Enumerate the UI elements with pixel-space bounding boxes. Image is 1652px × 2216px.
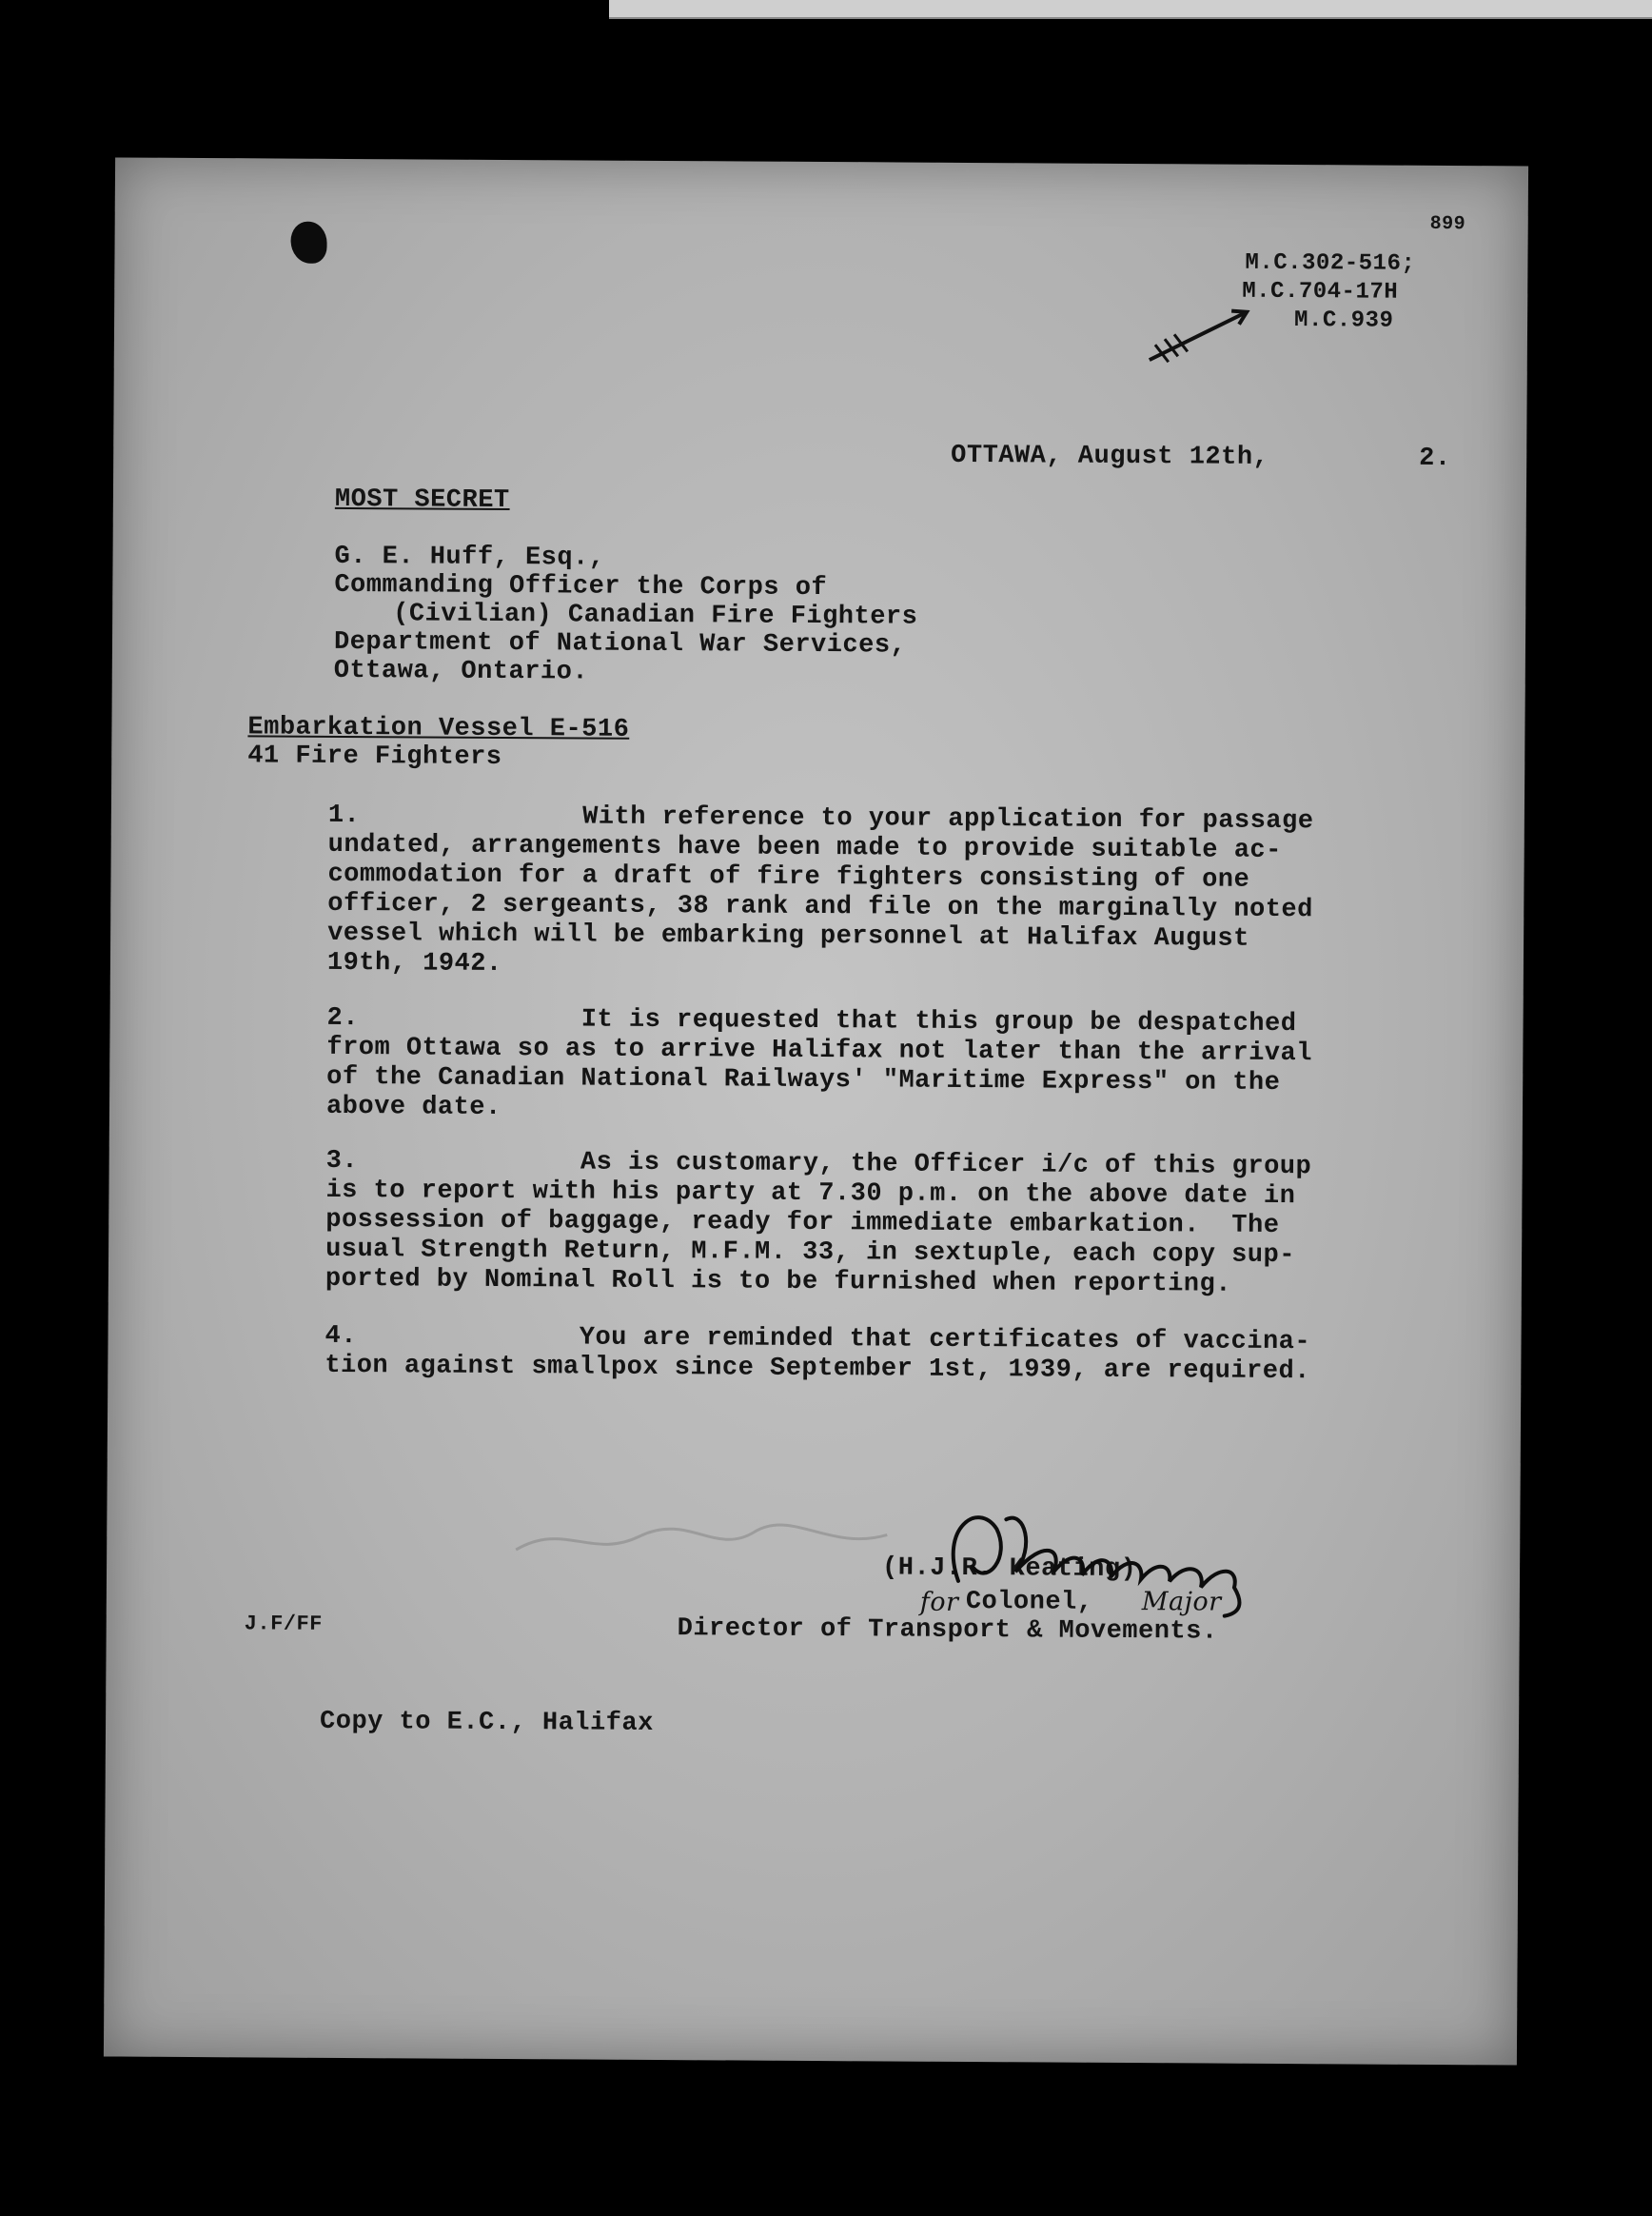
paragraph-line: from Ottawa so as to arrive Halifax not later than the arrival [326, 1033, 1313, 1069]
addressee-line: (Civilian) Canadian Fire Fighters [393, 600, 918, 632]
paragraph-line: 19th, 1942. [326, 948, 502, 979]
paragraph-line: usual Strength Return, M.F.M. 33, in sextuple, each copy sup- [325, 1235, 1296, 1271]
paragraph-line: vessel which will be embarking personnel at Halifax August [327, 919, 1249, 954]
paragraph-1 [327, 801, 1499, 986]
file-ref-1: M.C.302-516; [1245, 249, 1416, 277]
signature-major-annotation: Major [1141, 1587, 1222, 1617]
paragraph-number: 2. [326, 1003, 360, 1034]
paragraph-line: officer, 2 sergeants, 38 rank and file on the marginally noted [327, 889, 1313, 925]
date-line: OTTAWA, August 12th, [951, 441, 1269, 472]
signatory-title: Director of Transport & Movements. [677, 1614, 1218, 1647]
addressee-line: Department of National War Services, [333, 627, 907, 661]
paragraph-number: 3. [325, 1146, 359, 1177]
paragraph-line: As is customary, the Officer i/c of this group [580, 1148, 1312, 1182]
typist-initials: J.F/FF [244, 1612, 323, 1636]
signature-for-prefix: for [919, 1587, 959, 1617]
paragraph-line: of the Canadian National Railways' "Maritime Express" on the [326, 1062, 1281, 1098]
paragraph-line: tion against smallpox since September 1st, 1939, are required. [324, 1351, 1311, 1387]
date-suffix: 2. [1419, 444, 1451, 474]
bleed-through-marks [506, 1512, 906, 1572]
paragraph-line: commodation for a draft of fire fighters consisting of one [327, 860, 1250, 895]
paragraph-4 [324, 1322, 1495, 1389]
letter-page [104, 157, 1528, 2065]
paragraph-line: With reference to your application for passage [582, 802, 1314, 837]
addressee-line: Ottawa, Ontario. [333, 656, 589, 687]
classification-heading: MOST SECRET [334, 485, 510, 516]
arrow-stamp-icon [1140, 303, 1254, 370]
scan-top-strip [609, 0, 1652, 19]
paragraph-2 [326, 1004, 1498, 1130]
paragraph-line: It is requested that this group be despatched [580, 1005, 1297, 1039]
paragraph-line: above date. [325, 1092, 502, 1122]
paragraph-number: 1. [327, 801, 361, 831]
paragraph-number: 4. [324, 1321, 358, 1352]
file-ref-3: M.C.939 [1294, 307, 1394, 334]
paragraph-line: possession of baggage, ready for immediate embarkation. The [325, 1205, 1280, 1240]
ink-blot [290, 222, 326, 264]
paragraph-line: You are reminded that certificates of vaccina- [579, 1323, 1311, 1357]
addressee-line: Commanding Officer the Corps of [334, 570, 828, 603]
copy-to-line: Copy to E.C., Halifax [319, 1707, 654, 1738]
paragraph-line: ported by Nominal Roll is to be furnished when reporting. [324, 1264, 1232, 1299]
subject-line: Embarkation Vessel E-516 [247, 713, 630, 744]
signatory-name: (H.J.R. Keating) [881, 1553, 1137, 1585]
paragraph-line: is to report with his party at 7.30 p.m. on the above date in [325, 1176, 1296, 1212]
signatory-rank: Colonel, [965, 1587, 1093, 1617]
addressee-line: G. E. Huff, Esq., [334, 542, 605, 573]
subject-line: 41 Fire Fighters [247, 742, 502, 772]
paragraph-line: undated, arrangements have been made to provide suitable ac- [327, 830, 1282, 865]
handwritten-signature [920, 1491, 1321, 1627]
corner-mark: 899 [1429, 212, 1466, 236]
paragraph-3 [325, 1147, 1497, 1302]
file-ref-2: M.C.704-17H [1242, 278, 1399, 306]
